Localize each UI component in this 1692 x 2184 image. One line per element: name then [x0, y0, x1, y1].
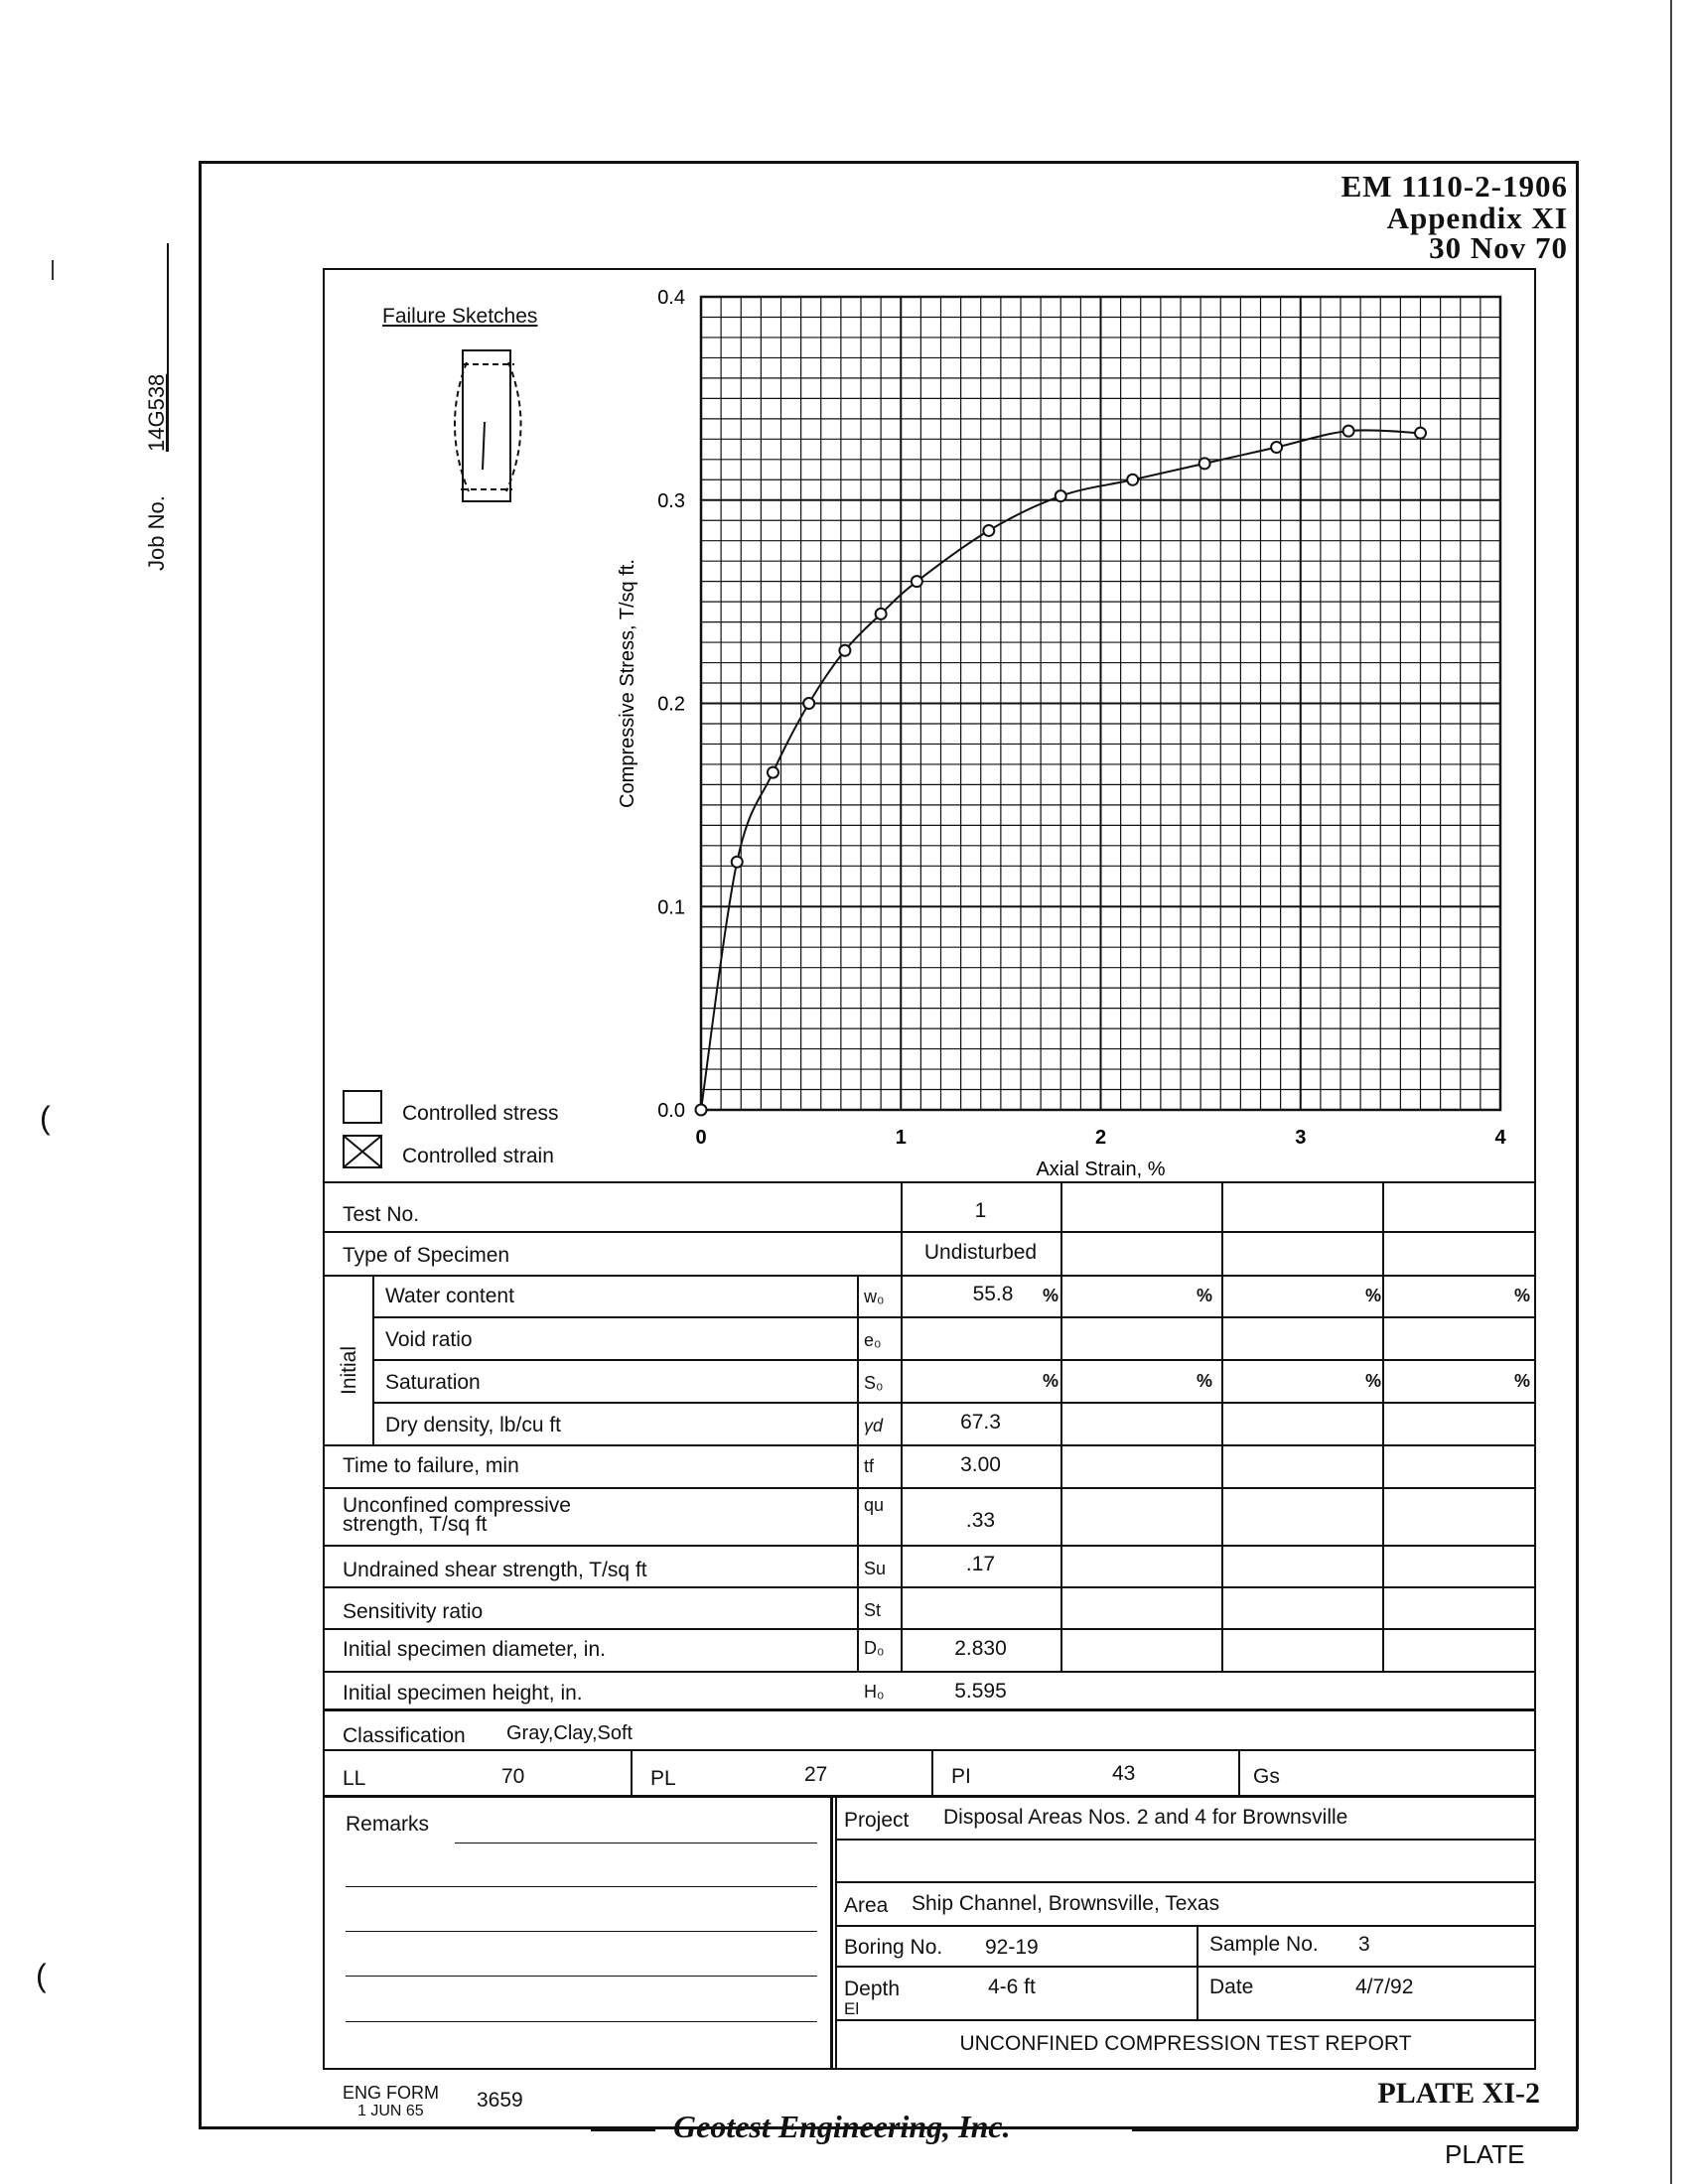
project-rule — [835, 1966, 1536, 1968]
percent-sign: % — [1514, 1371, 1531, 1391]
ucs-label-line2: strength, T/sq ft — [343, 1513, 488, 1536]
water-symbol: w₀ — [864, 1287, 885, 1306]
data-point — [803, 698, 814, 709]
percent-sign: % — [1197, 1286, 1213, 1305]
gs-label: Gs — [1253, 1765, 1280, 1788]
project-label: Project — [844, 1809, 910, 1832]
col-rule — [931, 1749, 933, 1795]
test-no-label: Test No. — [343, 1203, 420, 1226]
diameter-label: Initial specimen diameter, in. — [343, 1638, 606, 1661]
remarks-line — [346, 2021, 817, 2022]
area-label: Area — [844, 1894, 889, 1917]
y-tick-label: 0.2 — [657, 693, 685, 716]
sensitivity-label: Sensitivity ratio — [343, 1600, 484, 1623]
y-tick-label: 0.4 — [657, 287, 685, 309]
project-rule — [835, 1925, 1536, 1927]
remarks-line — [346, 1976, 817, 1977]
date-value: 4/7/92 — [1355, 1976, 1414, 1998]
footer-rule — [1132, 2128, 1578, 2131]
data-point — [983, 525, 994, 536]
y-tick-label: 0.0 — [657, 1100, 685, 1122]
data-point — [1127, 475, 1138, 485]
table-top-rule — [323, 1181, 1536, 1183]
job-label: Job No. — [144, 495, 169, 571]
report-title: UNCONFINED COMPRESSION TEST REPORT — [959, 2032, 1412, 2055]
date-label: Date — [1209, 1976, 1254, 1998]
area-value: Ship Channel, Brownsville, Texas — [912, 1892, 1220, 1915]
x-axis-label: Axial Strain, % — [1036, 1159, 1166, 1180]
project-rule — [835, 1881, 1536, 1883]
saturation-symbol: S₀ — [864, 1373, 884, 1393]
sample-value: 3 — [1358, 1933, 1370, 1956]
time-value: 3.00 — [960, 1453, 1001, 1476]
appendix-label: Appendix XI — [1386, 201, 1568, 235]
y-axis-label: Compressive Stress, T/sq ft. — [617, 559, 638, 808]
initial-label: Initial — [338, 1345, 360, 1395]
remarks-line — [346, 1931, 817, 1932]
classification-label: Classification — [343, 1724, 466, 1747]
sensitivity-symbol: St — [864, 1600, 882, 1620]
data-point — [1271, 442, 1282, 453]
eng-form-label: ENG FORM — [343, 2083, 439, 2103]
col-rule — [1238, 1749, 1240, 1795]
data-point — [1343, 426, 1354, 437]
row-rule — [323, 1586, 1536, 1588]
failure-sketches-title: Failure Sketches — [382, 305, 538, 328]
void-label: Void ratio — [385, 1328, 473, 1351]
row-rule — [323, 1487, 1536, 1489]
header-date: 30 Nov 70 — [1429, 230, 1568, 265]
row-rule — [323, 1671, 1536, 1673]
ucs-value: .33 — [965, 1509, 996, 1532]
ucs-symbol: qu — [864, 1495, 885, 1515]
percent-sign: % — [1043, 1371, 1059, 1391]
boring-value: 92-19 — [985, 1936, 1039, 1959]
shear-label: Undrained shear strength, T/sq ft — [343, 1559, 647, 1581]
company-name: Geotest Engineering, Inc. — [673, 2109, 1011, 2144]
row-rule — [323, 1275, 1536, 1277]
project-rule — [835, 1839, 1536, 1841]
row-rule — [323, 1795, 1536, 1798]
water-value: 55.8 — [972, 1283, 1014, 1305]
ll-label: LL — [343, 1767, 366, 1790]
shear-value: .17 — [965, 1553, 996, 1575]
row-rule — [323, 1708, 1536, 1711]
row-rule — [372, 1402, 1536, 1404]
pi-value: 43 — [1112, 1762, 1136, 1785]
controlled-strain-label: Controlled strain — [402, 1145, 554, 1167]
remarks-line — [346, 1886, 817, 1887]
saturation-label: Saturation — [385, 1371, 481, 1394]
pl-value: 27 — [804, 1763, 828, 1786]
shear-symbol: Su — [864, 1559, 887, 1578]
x-tick-label: 3 — [1295, 1127, 1307, 1149]
controlled-stress-label: Controlled stress — [402, 1102, 559, 1125]
ll-value: 70 — [501, 1765, 525, 1788]
row-rule — [372, 1316, 1536, 1318]
el-label: El — [844, 1999, 860, 2018]
col-rule — [1221, 1181, 1223, 1671]
project-rule — [835, 2019, 1536, 2021]
ucs-label-line1: Unconfined compressive — [343, 1494, 571, 1517]
height-value: 5.595 — [954, 1680, 1007, 1703]
col-rule — [857, 1275, 859, 1671]
form-number: 3659 — [477, 2089, 523, 2112]
data-point — [1056, 490, 1066, 501]
col-rule — [1382, 1181, 1384, 1671]
percent-sign: % — [1197, 1371, 1213, 1391]
type-value: Undisturbed — [923, 1241, 1038, 1264]
y-tick-label: 0.3 — [657, 489, 685, 512]
diameter-value: 2.830 — [954, 1637, 1007, 1660]
data-point — [732, 857, 743, 868]
x-tick-label: 1 — [895, 1127, 907, 1149]
remarks-label: Remarks — [346, 1813, 430, 1836]
sample-label: Sample No. — [1209, 1933, 1319, 1956]
x-tick-label: 2 — [1094, 1127, 1107, 1149]
data-point — [1199, 458, 1210, 469]
depth-label: Depth — [844, 1978, 901, 2000]
pl-label: PL — [650, 1767, 676, 1790]
data-point — [768, 767, 778, 778]
row-rule — [372, 1359, 1536, 1361]
col-rule — [631, 1749, 633, 1795]
data-point — [696, 1105, 707, 1116]
pi-label: PI — [951, 1765, 971, 1788]
height-symbol: H₀ — [864, 1682, 885, 1702]
col-rule — [372, 1275, 374, 1444]
boring-label: Boring No. — [844, 1936, 943, 1959]
percent-sign: % — [1365, 1286, 1382, 1305]
water-label: Water content — [385, 1285, 514, 1307]
time-symbol: tf — [864, 1456, 875, 1476]
depth-value: 4-6 ft — [988, 1976, 1036, 1998]
height-label: Initial specimen height, in. — [343, 1682, 583, 1705]
type-label: Type of Specimen — [343, 1244, 510, 1267]
data-point — [912, 576, 922, 587]
void-symbol: e₀ — [864, 1330, 882, 1350]
row-rule — [323, 1628, 1536, 1630]
x-tick-label: 0 — [695, 1127, 707, 1149]
form-date: 1 JUN 65 — [357, 2103, 424, 2119]
project-value: Disposal Areas Nos. 2 and 4 for Brownsville — [943, 1806, 1348, 1829]
diameter-symbol: D₀ — [864, 1638, 885, 1658]
data-point — [876, 609, 887, 619]
plate-bottom: PLATE — [1445, 2139, 1525, 2169]
dry-density-value: 67.3 — [960, 1411, 1001, 1433]
percent-sign: % — [1514, 1286, 1531, 1305]
percent-sign: % — [1043, 1286, 1059, 1305]
doc-number: EM 1110-2-1906 — [1340, 169, 1568, 204]
y-tick-label: 0.1 — [657, 896, 685, 919]
margin-paren: ( — [40, 1100, 51, 1136]
row-rule — [323, 1545, 1536, 1547]
col-rule — [1060, 1181, 1062, 1671]
percent-sign: % — [1365, 1371, 1382, 1391]
row-rule — [323, 1231, 1536, 1233]
footer-rule — [591, 2128, 655, 2131]
test-no-value: 1 — [974, 1199, 987, 1222]
margin-paren: ( — [36, 1958, 47, 1993]
classification-value: Gray,Clay,Soft — [506, 1722, 634, 1744]
dry-density-label: Dry density, lb/cu ft — [385, 1414, 562, 1436]
plate-label: PLATE XI-2 — [1377, 2077, 1540, 2110]
project-rule — [1197, 1925, 1198, 2019]
dry-density-symbol: γd — [864, 1416, 884, 1435]
col-rule — [835, 1795, 837, 2070]
job-number: 14G538 — [144, 373, 169, 452]
data-point — [1415, 428, 1426, 439]
row-rule — [323, 1749, 1536, 1751]
row-rule — [323, 1444, 1536, 1446]
col-rule — [830, 1795, 833, 2070]
time-label: Time to failure, min — [343, 1454, 519, 1477]
data-point — [839, 645, 850, 656]
x-tick-label: 4 — [1494, 1127, 1506, 1149]
